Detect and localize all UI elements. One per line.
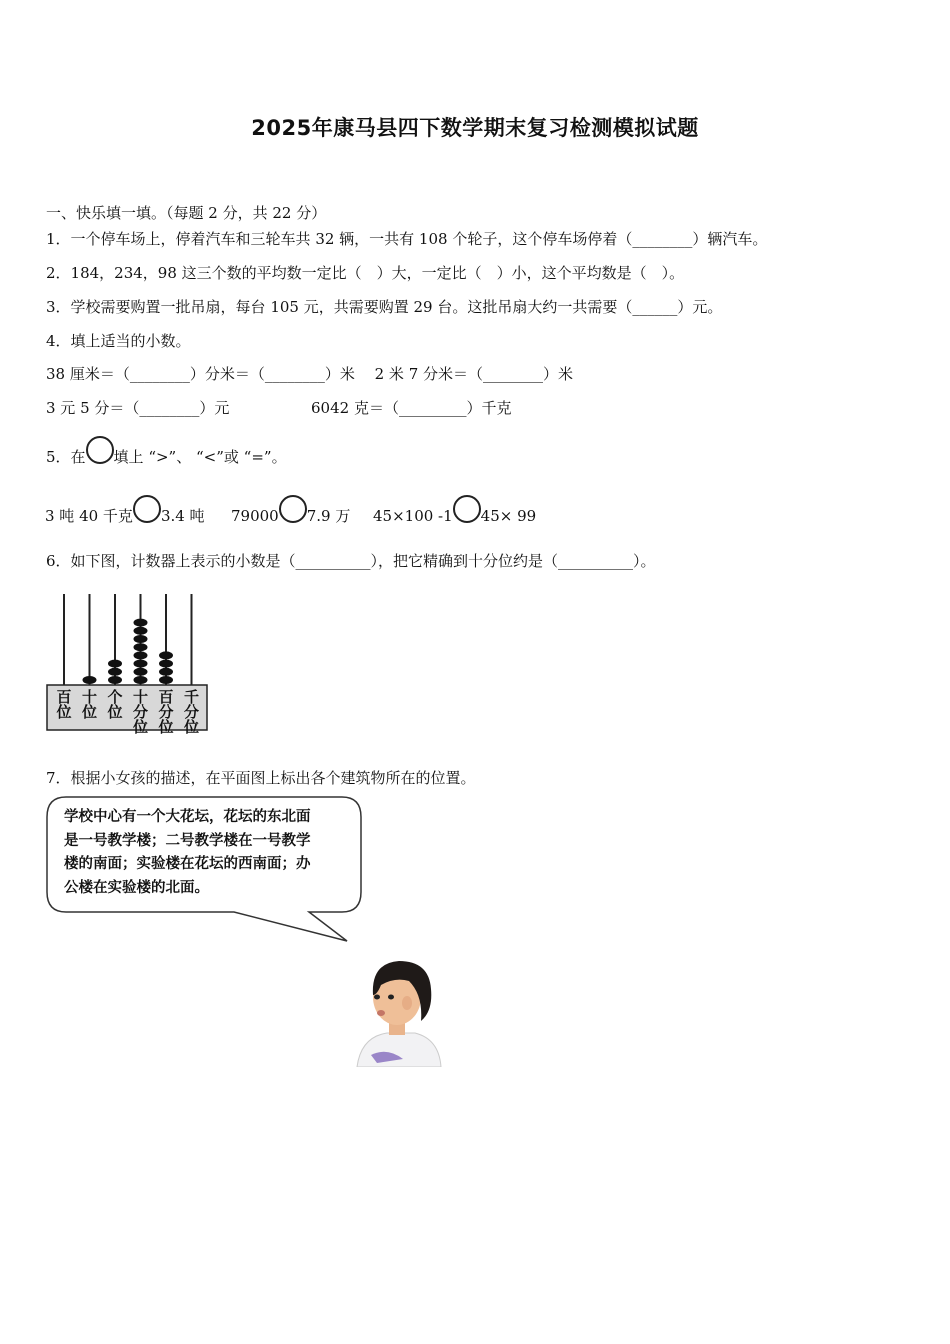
abacus-label: 位: [132, 718, 149, 736]
abacus-bead: [134, 676, 148, 684]
abacus-figure: [44, 590, 214, 750]
abacus-bead: [159, 668, 173, 676]
abacus-bead: [134, 643, 148, 651]
question-7: 7．根据小女孩的描述，在平面图上标出各个建筑物所在的位置。: [46, 769, 476, 787]
compare-circle-icon: [133, 495, 161, 523]
abacus-label: 十: [81, 688, 98, 706]
compare-right: 7.9 万: [306, 507, 351, 525]
abacus-bead: [108, 660, 122, 668]
abacus-bead: [159, 651, 173, 659]
abacus-bead: [134, 660, 148, 668]
compare-left: 3 吨 40 千克: [45, 507, 133, 525]
question-5-suffix: 填上 “>”、 “<”或 “=”。: [113, 448, 287, 466]
abacus-label: 百: [158, 688, 174, 706]
abacus-label: 位: [183, 718, 200, 736]
abacus-bead: [159, 660, 173, 668]
abacus-rods: [64, 594, 192, 685]
compare-circle-icon: [86, 436, 114, 464]
abacus-label: 百: [56, 688, 72, 706]
abacus-label: 位: [56, 703, 72, 721]
compare-item-3: [373, 503, 536, 531]
compare-item-1: [45, 503, 205, 531]
abacus-bead: [108, 676, 122, 684]
girl-illustration: [347, 955, 447, 1067]
page-title: 2025年康马县四下数学期末复习检测模拟试题: [251, 116, 699, 140]
abacus-label: 分: [183, 703, 200, 721]
compare-left: 79000: [231, 507, 279, 525]
abacus-bead: [134, 627, 148, 635]
abacus-label: 千: [183, 688, 200, 706]
question-4-line-1: 38 厘米＝（________）分米＝（________）米 2 米 7 分米＝（________）米: [46, 365, 574, 383]
compare-left: 45×100 -1: [373, 507, 453, 525]
abacus-bead: [134, 635, 148, 643]
abacus-label: 分: [158, 703, 174, 721]
compare-circle-icon: [453, 495, 481, 523]
question-4-line-2a: 3 元 5 分＝（________）元: [46, 399, 230, 417]
question-4-line-2b: 6042 克＝（_________）千克: [311, 399, 512, 417]
abacus-bead: [108, 668, 122, 676]
question-6: 6．如下图，计数器上表示的小数是（__________），把它精确到十分位约是（__________）。: [46, 552, 656, 570]
abacus-bead: [134, 619, 148, 627]
section-heading: 一、快乐填一填。（每题 2 分，共 22 分）: [46, 204, 327, 222]
question-1: 1．一个停车场上，停着汽车和三轮车共 32 辆，一共有 108 个轮子，这个停车场停着（________）辆汽车。: [46, 230, 768, 248]
compare-right: 45× 99: [480, 507, 537, 525]
abacus-label: 位: [158, 718, 174, 736]
abacus-label: 位: [81, 703, 98, 721]
compare-item-2: [231, 503, 350, 531]
abacus-bead: [134, 651, 148, 659]
abacus-bead: [159, 676, 173, 684]
abacus-label: 分: [132, 703, 149, 721]
abacus-label: 个: [107, 688, 123, 706]
speech-text: 学校中心有一个大花坛，花坛的东北面 是一号教学楼；二号教学楼在一号教学 楼的南面；实验楼在花坛的西南面；办 公楼在实验楼的北面。: [64, 809, 311, 896]
abacus-bead: [134, 668, 148, 676]
question-4: 4．填上适当的小数。: [46, 332, 191, 350]
compare-right: 3.4 吨: [160, 507, 205, 525]
question-3: 3．学校需要购置一批吊扇，每台 105 元，共需要购置 29 台。这批吊扇大约一共需要（______）元。: [46, 298, 723, 316]
abacus-bead: [83, 676, 97, 684]
abacus-label: 位: [107, 703, 123, 721]
question-5-prefix: 5．在: [46, 448, 86, 466]
compare-circle-icon: [279, 495, 307, 523]
question-5: [46, 444, 287, 472]
abacus-label: 十: [132, 688, 149, 706]
question-2: 2．184，234，98 这三个数的平均数一定比（ ）大，一定比（ ）小，这个平均数是（ ）。: [46, 264, 685, 282]
